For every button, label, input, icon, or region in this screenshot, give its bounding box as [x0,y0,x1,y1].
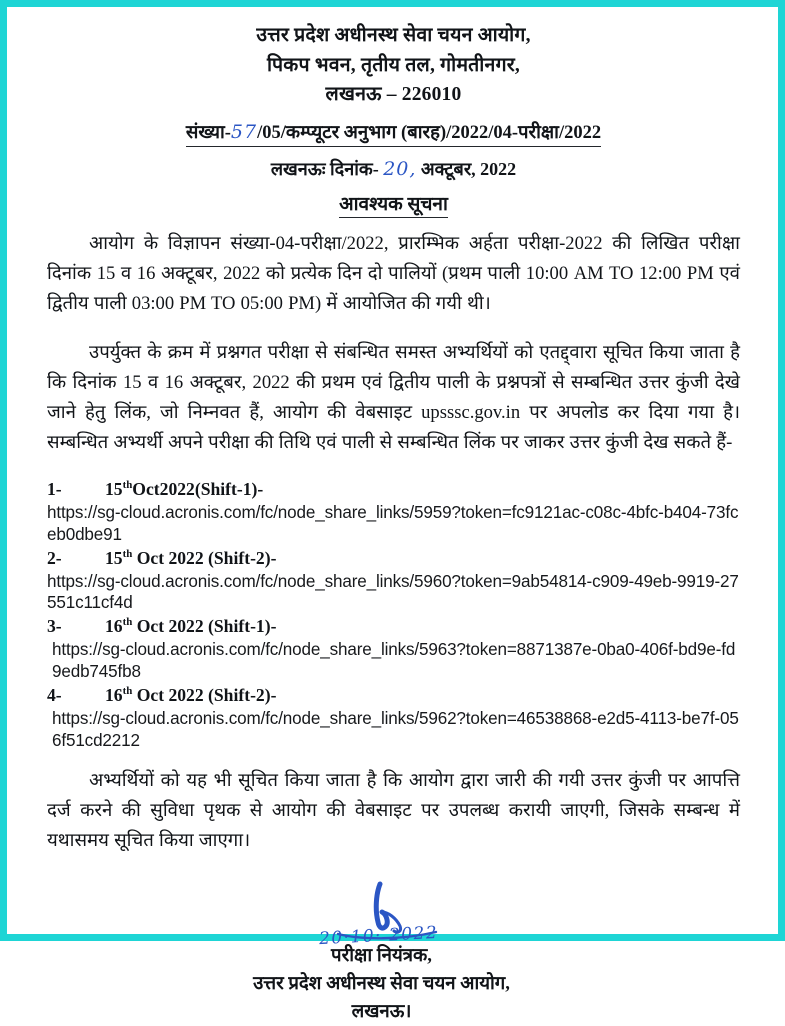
link-marker: 2- [47,547,62,568]
answer-key-link-list [47,477,740,752]
list-item [47,546,740,615]
link-ordinal: th [122,685,133,698]
answer-key-url[interactable]: https://sg-cloud.acronis.com/fc/node_share_links/5963?token=8871387e-0ba0-406f-bd9e-fd9edb745fb8 [52,640,736,682]
link-day: 15 [105,547,123,568]
link-day: 16 [105,616,123,637]
link-marker: 1- [47,478,62,499]
answer-key-url[interactable]: https://sg-cloud.acronis.com/fc/node_share_links/5962?token=46538868-e2d5-4113-be7f-056f51cd2212 [52,708,739,750]
signature-handwritten-date: 20·10· 2022 [319,922,440,950]
letterhead-line-1: उत्तर प्रदेश अधीनस्थ सेवा चयन आयोग, [256,25,531,46]
link-day: 15 [105,478,123,499]
signatory-line-2: उत्तर प्रदेश अधीनस्थ सेवा चयन आयोग, [253,972,510,994]
link-heading [47,614,740,639]
link-heading [47,546,740,571]
document-sheet [7,7,778,1022]
link-label: Oct 2022 (Shift-2)- [132,547,277,568]
link-marker: 3- [47,616,62,637]
link-ordinal: th [122,616,133,629]
link-heading [47,477,740,502]
subject-heading [47,190,740,216]
link-label: Oct 2022 (Shift-1)- [132,616,277,637]
reference-label: संख्या- [185,122,231,143]
paragraph-1: आयोग के विज्ञापन संख्या-04-परीक्षा/2022, प्रारम्भिक अर्हता परीक्षा-2022 की लिखित परीक्षा दिनांक 15 व 16 अक्टूबर, 2022 को प्रत्येक दिन दो पालियों (प्रथम पाली 10:00 AM TO 12:00 PM एवं द्वितीय पाली 03:00 PM TO 05:00 PM) में आयोजित की गयी थी। [47,232,740,315]
signature-block [47,882,740,1026]
list-item [47,477,740,546]
link-heading [47,683,740,708]
reference-number-line [47,119,740,147]
signatory-line-1: परीक्षा नियंत्रक, [331,945,432,967]
link-day: 16 [105,684,123,705]
dateline-prefix: लखनऊः दिनांक- [270,158,379,179]
link-ordinal: th [122,478,133,491]
signature-wrap [253,882,534,1026]
paragraph-2: उपर्युक्त के क्रम में प्रश्नगत परीक्षा से संबन्धित समस्त अभ्यर्थियों को एतद्द्वारा सूचित किया जाता है कि दिनांक 15 व 16 अक्टूबर, 2022 की प्रथम एवं द्वितीय पाली के प्रश्नपत्रों से सम्बन्धित उत्तर कुंजी देखे जाने हेतु लिंक, जो निम्नवत हैं, आयोग की वेबसाइट upsssc.gov.in पर अपलोड कर दिया गया है। सम्बन्धित अभ्यर्थी अपने परीक्षा की तिथि एवं पाली से सम्बन्धित लिंक पर जाकर उत्तर कुंजी देख सकते हैं- [47,341,740,454]
link-label: Oct 2022 (Shift-2)- [132,684,277,705]
subject-heading-text: आवश्यक सूचना [339,194,448,218]
paragraph-3: अभ्यर्थियों को यह भी सूचित किया जाता है कि आयोग द्वारा जारी की गयी उत्तर कुंजी पर आपत्ति दर्ज करने की सुविधा पृथक से आयोग की वेबसाइट पर उपलब्ध करायी जाएगी, जिसके सम्बन्ध में यथासमय सूचित किया जाएगा। [47,769,740,851]
signature-mark [276,882,486,948]
signatory-line-3: लखनऊ। [351,1000,412,1022]
signatory-title [253,942,510,1026]
answer-key-url[interactable]: https://sg-cloud.acronis.com/fc/node_share_links/5959?token=fc9121ac-c08c-4bfc-b404-73fceb0dbe91 [47,502,739,544]
list-item [47,683,740,752]
link-ordinal: th [122,547,133,560]
answer-key-url[interactable]: https://sg-cloud.acronis.com/fc/node_share_links/5960?token=9ab54814-c909-49eb-9919-27551c11cf4d [47,571,739,613]
reference-underline [186,119,601,147]
link-label: Oct2022(Shift-1)- [132,478,264,499]
letterhead-line-2: पिकप भवन, तृतीय तल, गोमतीनगर, [266,54,521,76]
reference-rest: /05/कम्प्यूटर अनुभाग (बारह)/2022/04-परीक्षा/2022 [257,122,602,143]
reference-handwritten-number: 57 [230,120,258,143]
dateline-handwritten-day: 20, [383,157,417,180]
letterhead-line-3: लखनऊ – 226010 [325,84,462,106]
dateline-suffix: अक्टूबर, 2022 [420,158,517,179]
link-marker: 4- [47,684,62,705]
list-item [47,614,740,683]
letterhead [47,21,740,110]
dateline [47,157,740,181]
